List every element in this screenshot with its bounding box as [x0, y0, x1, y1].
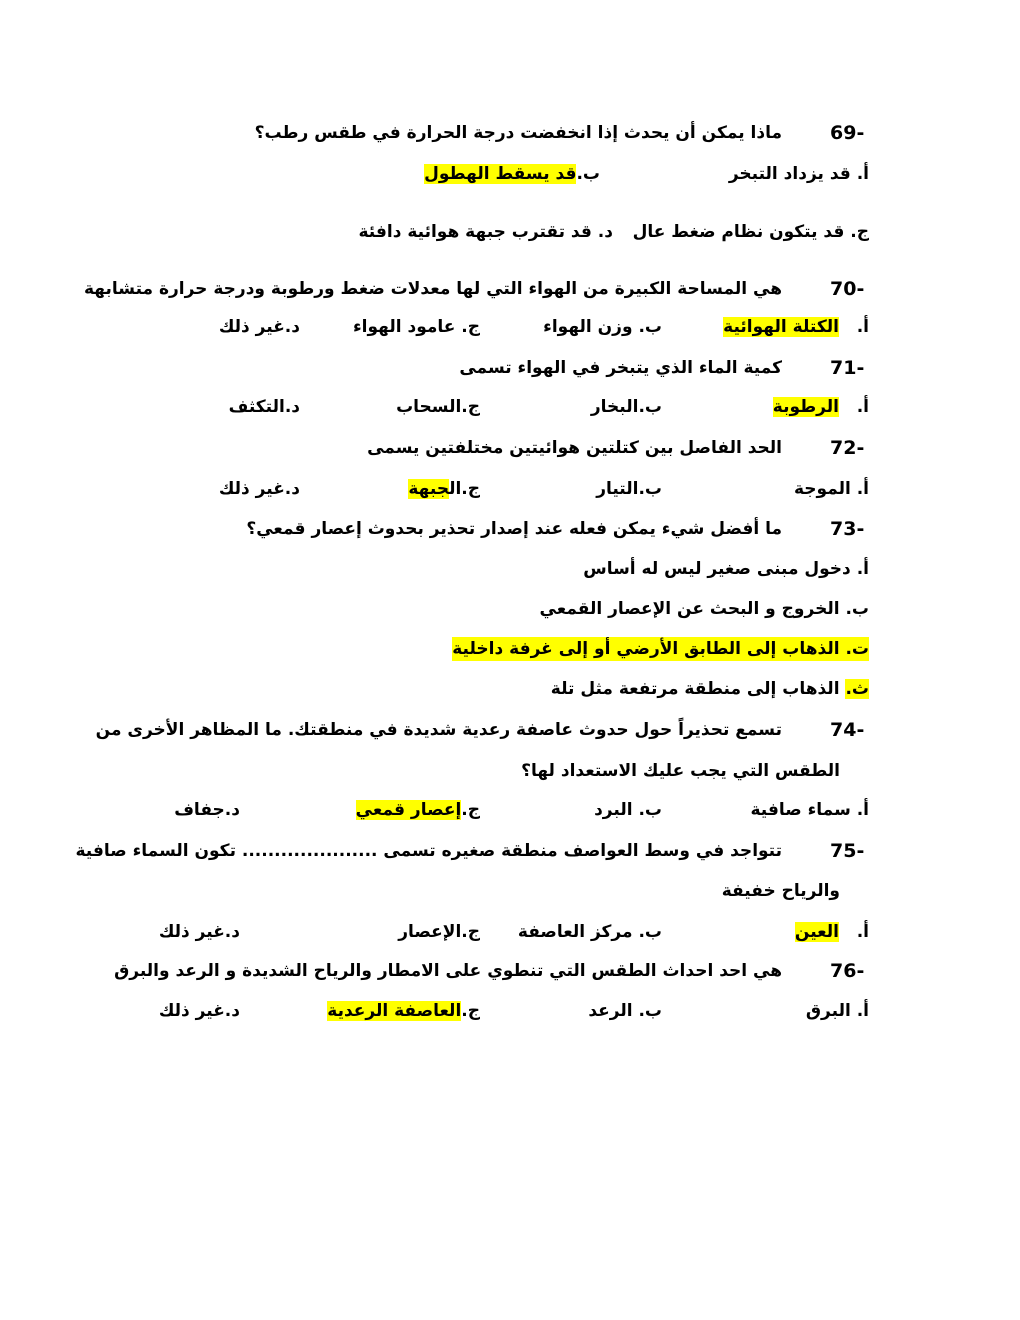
option-d: د. قد تقترب جبهة هوائية دافئة [358, 222, 613, 242]
option-prefix: أ. [856, 317, 869, 337]
option-b: ب. مركز العاصفة [517, 922, 662, 942]
option-c: ج. عامود الهواء [352, 317, 480, 337]
question-number: 72- [830, 437, 865, 459]
option-prefix: أ. [856, 922, 869, 942]
question-text-line-1: تتواجد في وسط العواصف منطقة صغيره تسمى ..................... تكون السماء صافية [75, 841, 782, 861]
question-text-line-2: والرياح خفيفة [721, 881, 840, 901]
option-a: أ. دخول مبنى صغير ليس له أساس [583, 559, 869, 579]
option-b [424, 162, 600, 186]
question-text: الحد الفاصل بين كتلتين هوائيتين مختلفتين يسمى [367, 438, 782, 458]
option-a [723, 315, 869, 339]
option-text: الذهاب إلى منطقة مرتفعة مثل تلة [550, 679, 840, 699]
question-text-line-1: تسمع تحذيراً حول حدوث عاصفة رعدية شديدة في منطقتك. ما المظاهر الأخرى من [95, 720, 782, 740]
option-prefix: ج.ال [449, 479, 480, 499]
question-text: ماذا يمكن أن يحدث إذا انخفضت درجة الحرارة في طقس رطب؟ [254, 123, 782, 143]
option-a: أ. الموجة [793, 479, 869, 499]
question-number: 70- [830, 278, 865, 300]
question-text: كمية الماء الذي يتبخر في الهواء تسمى [459, 358, 782, 378]
correct-answer-highlight: جبهة [408, 479, 450, 499]
option-prefix: ج. [461, 1001, 480, 1021]
option-c [327, 999, 480, 1023]
question-text: هي المساحة الكبيرة من الهواء التي لها معدلات ضغط ورطوبة ودرجة حرارة متشابهة [83, 279, 782, 299]
option-a: أ. قد يزداد التبخر [728, 164, 869, 184]
option-a: أ. سماء صافية [750, 800, 869, 820]
question-text-line-2: الطقس التي يجب عليك الاستعداد لها؟ [521, 761, 840, 781]
option-c: ج.الإعصار [398, 922, 480, 942]
correct-answer-highlight: إعصار قمعي [355, 800, 462, 820]
option-d: د.غير ذلك [218, 479, 300, 499]
option-b: ب.البخار [590, 397, 662, 417]
option-d: د.التكثف [228, 397, 300, 417]
correct-answer-highlight: الرطوبة [772, 397, 839, 417]
option-d: د.غير ذلك [158, 922, 240, 942]
question-text: ما أفضل شيء يمكن فعله عند إصدار تحذير بحدوث إعصار قمعي؟ [246, 519, 782, 539]
question-number: 76- [830, 960, 865, 982]
option-b: ب.التيار [596, 479, 662, 499]
correct-answer-highlight: قد يسقط الهطول [424, 164, 577, 184]
option-c [356, 798, 480, 822]
option-prefix: ج. [461, 800, 480, 820]
question-number: 71- [830, 357, 865, 379]
option-b: ب. الخروج و البحث عن الإعصار القمعي [539, 599, 869, 619]
option-a [795, 920, 869, 944]
correct-answer-highlight: العاصفة الرعدية [327, 1001, 462, 1021]
option-c-correct-highlight: ت. الذهاب إلى الطابق الأرضي أو إلى غرفة داخلية [452, 639, 869, 659]
option-d: د.غير ذلك [158, 1001, 240, 1021]
correct-answer-highlight: الكتلة الهوائية [723, 317, 839, 337]
option-prefix: ب. [576, 164, 600, 184]
option-d: د.غير ذلك [218, 317, 300, 337]
question-text: هي احد احداث الطقس التي تنطوي على الامطار والرياح الشديدة و الرعد والبرق [114, 961, 782, 981]
correct-answer-highlight: العين [794, 922, 839, 942]
option-c: ج. قد يتكون نظام ضغط عال [632, 222, 869, 242]
option-b: ب. الرعد [588, 1001, 662, 1021]
option-a: أ. البرق [805, 1001, 869, 1021]
option-a [773, 395, 869, 419]
option-c [408, 477, 480, 501]
question-number: 73- [830, 518, 865, 540]
option-c: ج.السحاب [396, 397, 480, 417]
option-prefix-highlight: ث. [845, 679, 869, 699]
question-number: 75- [830, 840, 865, 862]
question-number: 69- [830, 122, 865, 144]
question-number: 74- [830, 719, 865, 741]
option-d [551, 677, 869, 701]
option-b: ب. البرد [594, 800, 662, 820]
option-b: ب. وزن الهواء [543, 317, 662, 337]
option-prefix: أ. [856, 397, 869, 417]
option-d: د.جفاف [174, 800, 240, 820]
